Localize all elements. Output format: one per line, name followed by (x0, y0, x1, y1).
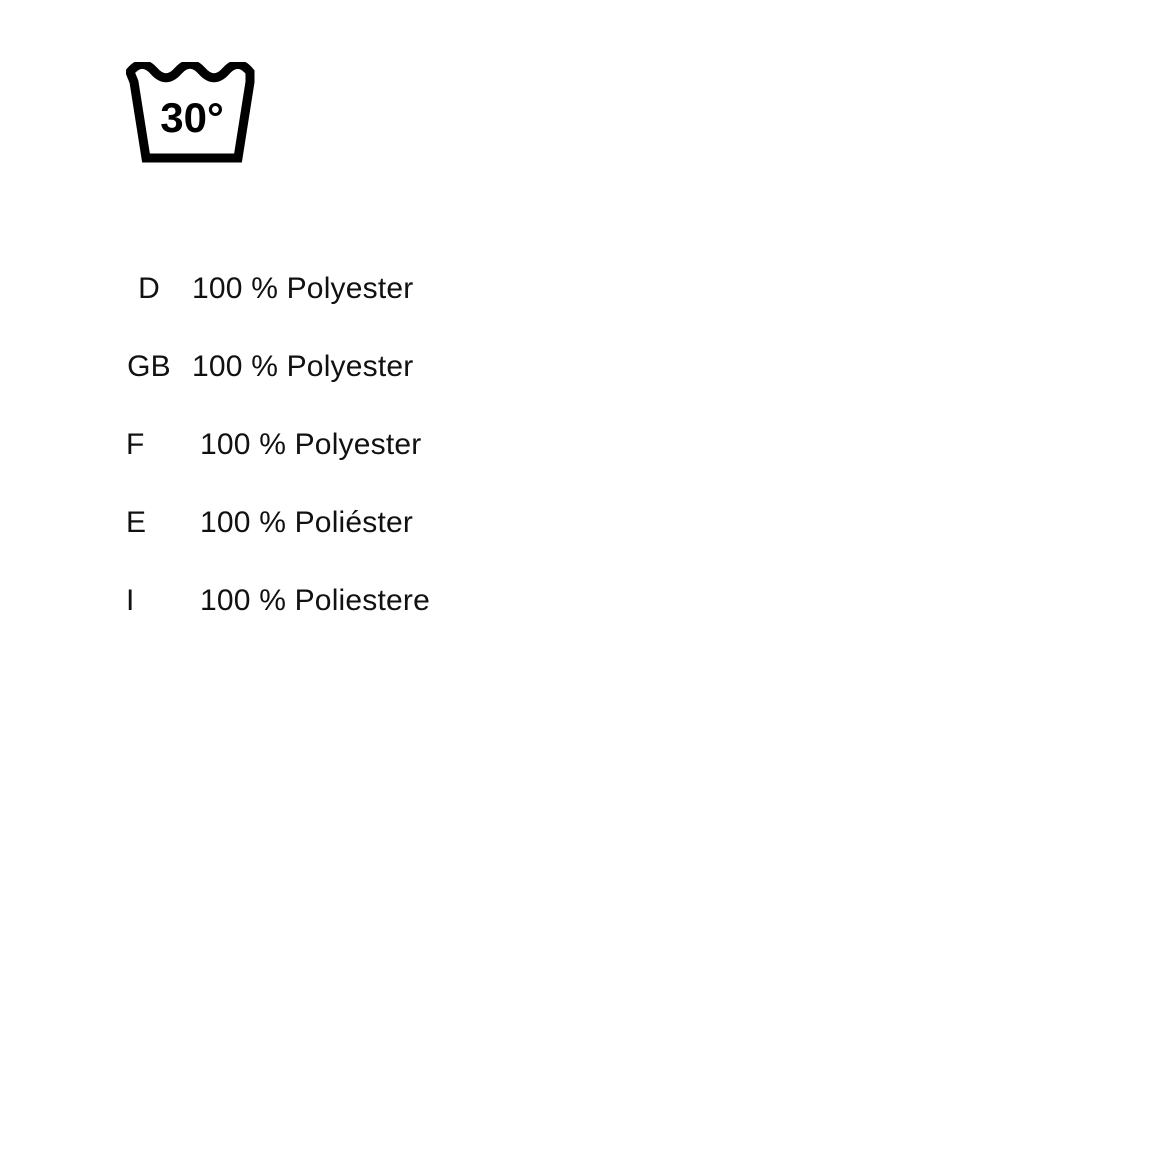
composition-text: 100 % Poliéster (200, 506, 414, 539)
language-code: GB (127, 350, 171, 383)
list-item (118, 584, 718, 662)
composition-list (118, 272, 718, 662)
language-code: F (126, 428, 145, 461)
list-item (118, 272, 718, 350)
list-item (118, 506, 718, 584)
composition-text: 100 % Poliestere (200, 584, 431, 617)
language-code: I (126, 584, 135, 617)
list-item (118, 428, 718, 506)
composition-text: 100 % Polyester (192, 350, 414, 383)
list-item (118, 350, 718, 428)
svg-text:30°: 30° (160, 94, 224, 141)
composition-text: 100 % Polyester (200, 428, 422, 461)
language-code: D (138, 272, 160, 305)
composition-text: 100 % Polyester (192, 272, 414, 305)
wash-tub-30-icon (126, 62, 258, 166)
language-code: E (126, 506, 147, 539)
